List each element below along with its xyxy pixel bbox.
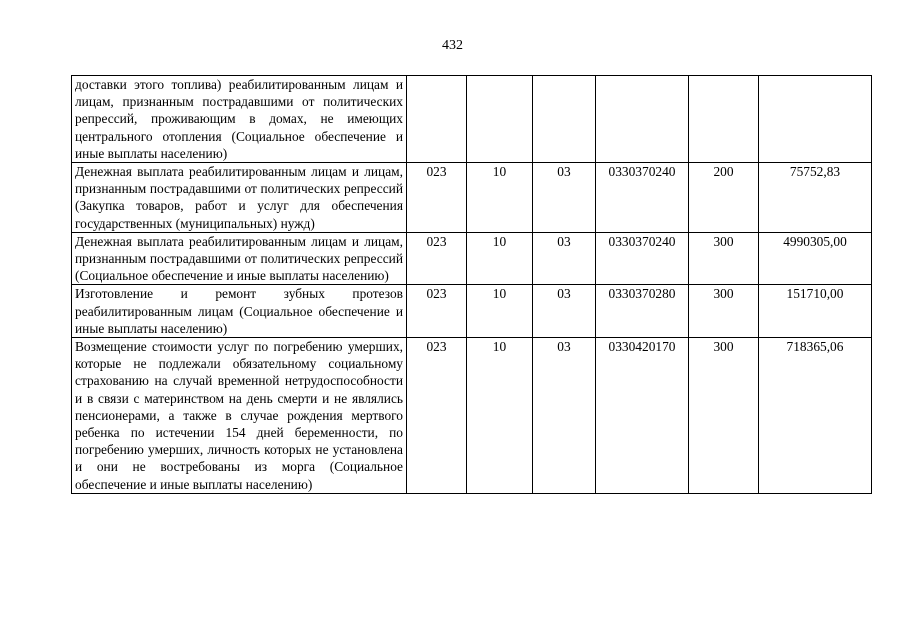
table-row (72, 285, 872, 338)
row-description: Денежная выплата реабилитированным лицам и лицам, признанным пострадавшими от политических репрессий (Закупка товаров, работ и услуг для обеспечения государственных (муниципальных) нужд) (72, 163, 407, 233)
row-grbs-code: 023 (407, 285, 467, 338)
row-expense-type-code: 300 (689, 285, 759, 338)
row-grbs-code: 023 (407, 338, 467, 494)
row-description: доставки этого топлива) реабилитированным лицам и лицам, признанным пострадавшими от политических репрессий, проживающим в домах, не имеющих центрального отопления (Социальное обеспечение и иные выплаты населению) (72, 76, 407, 163)
row-amount: 75752,83 (759, 163, 872, 233)
row-amount (759, 76, 872, 163)
row-description: Денежная выплата реабилитированным лицам и лицам, признанным пострадавшими от политических репрессий (Социальное обеспечение и иные выплаты населению) (72, 232, 407, 285)
row-description: Изготовление и ремонт зубных протезов реабилитированным лицам (Социальное обеспечение и иные выплаты населению) (72, 285, 407, 338)
row-section-code: 10 (467, 338, 533, 494)
budget-table (71, 75, 872, 494)
row-subsection-code: 03 (533, 338, 596, 494)
row-grbs-code: 023 (407, 163, 467, 233)
page-number: 432 (442, 38, 463, 53)
row-target-code: 0330370240 (596, 232, 689, 285)
row-amount: 4990305,00 (759, 232, 872, 285)
table-row (72, 232, 872, 285)
row-expense-type-code: 300 (689, 338, 759, 494)
row-subsection-code: 03 (533, 232, 596, 285)
row-section-code (467, 76, 533, 163)
table-row (72, 163, 872, 233)
row-expense-type-code: 200 (689, 163, 759, 233)
row-subsection-code: 03 (533, 163, 596, 233)
row-description: Возмещение стоимости услуг по погребению умерших, которые не подлежали обязательному социальному страхованию на случай временной нетрудоспособности и в связи с материнством на день смерти и не являлись пенсионерами, а также в случае рождения мертвого ребенка по истечении 154 дней беременности, по погребению умерших, личность которых не установлена и они не востребованы из морга (Социальное обеспечение и иные выплаты населению) (72, 338, 407, 494)
table-row (72, 76, 872, 163)
row-target-code (596, 76, 689, 163)
row-grbs-code (407, 76, 467, 163)
row-subsection-code: 03 (533, 285, 596, 338)
row-amount: 151710,00 (759, 285, 872, 338)
table-row (72, 338, 872, 494)
row-target-code: 0330420170 (596, 338, 689, 494)
row-section-code: 10 (467, 163, 533, 233)
row-target-code: 0330370240 (596, 163, 689, 233)
row-target-code: 0330370280 (596, 285, 689, 338)
row-grbs-code: 023 (407, 232, 467, 285)
row-section-code: 10 (467, 232, 533, 285)
row-amount: 718365,06 (759, 338, 872, 494)
row-expense-type-code: 300 (689, 232, 759, 285)
row-section-code: 10 (467, 285, 533, 338)
row-expense-type-code (689, 76, 759, 163)
row-subsection-code (533, 76, 596, 163)
